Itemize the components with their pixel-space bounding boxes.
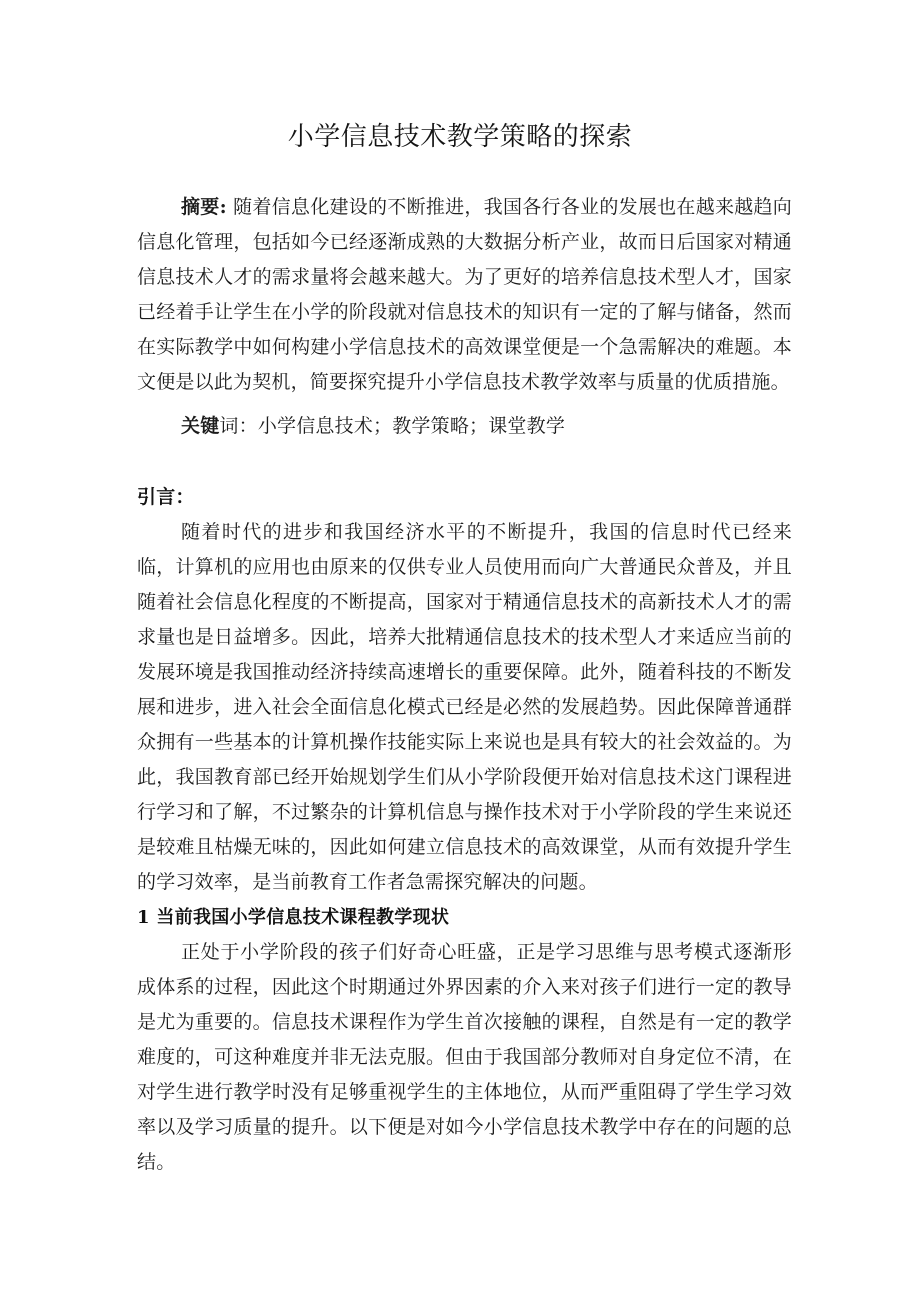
introduction-heading: 引言： [137,486,195,508]
document-body [137,190,792,1180]
introduction-paragraph: 随着时代的进步和我国经济水平的不断提升，我国的信息时代已经来临，计算机的应用也由原来的仅供专业人员使用而向广大普通民众普及，并且随着社会信息化程度的不断提高，国家对于精通信息技术的高新技术人才的需求量也是日益增多。因此，培养大批精通信息技术的技术型人才来适应当前的发展环境是我国推动经济持续高速增长的重要保障。此外，随着科技的不断发展和进步，进入社会全面信息化模式已经是必然的发展趋势。因此保障普通群众拥有一些基本的计算机操作技能实际上来说也是具有较大的社会效益的。为此，我国教育部已经开始规划学生们从小学阶段便开始对信息技术这门课程进行学习和了解，不过繁杂的计算机信息与操作技术对于小学阶段的学生来说还是较难且枯燥无味的，因此如何建立信息技术的高效课堂，从而有效提升学生的学习效率，是当前教育工作者急需探究解决的问题。 [137,521,792,893]
section-1-paragraph: 正处于小学阶段的孩子们好奇心旺盛，正是学习思维与思考模式逐渐形成体系的过程，因此这个时期通过外界因素的介入来对孩子们进行一定的教导是尤为重要的。信息技术课程作为学生首次接触的课程，自然是有一定的教学难度的，可这种难度并非无法克服。但由于我国部分教师对自身定位不清，在对学生进行教学时没有足够重视学生的主体地位，从而严重阻碍了学生学习效率以及学习质量的提升。以下便是对如今小学信息技术教学中存在的问题的总结。 [137,941,792,1173]
abstract-label-separator: : [219,196,227,218]
spacer-before-introduction [137,444,792,480]
keywords-text: 小学信息技术；教学策略；课堂教学 [257,415,566,437]
section-1-heading: 1 当前我国小学信息技术课程教学现状 [137,907,450,928]
keywords-label: 关键 [181,415,220,437]
spacer-before-keywords [137,400,792,409]
abstract-paragraph [137,190,792,400]
abstract-text: 随着信息化建设的不断推进，我国各行各业的发展也在越来越趋向信息化管理，包括如今已经逐渐成熟的大数据分析产业，故而日后国家对精通信息技术人才的需求量将会越来越大。为了更好的培养信息技术型人才，国家已经着手让学生在小学的阶段就对信息技术的知识有一定的了解与储备，然而在实际教学中如何构建小学信息技术的高效课堂便是一个急需解决的难题。本文便是以此为契机，简要探究提升小学信息技术教学效率与质量的优质措施。 [137,196,792,393]
keywords-paragraph [137,409,792,444]
keywords-label-tail: 词： [219,415,258,437]
page-title: 小学信息技术教学策略的探索 [287,122,633,153]
abstract-label: 摘要 [181,196,220,218]
